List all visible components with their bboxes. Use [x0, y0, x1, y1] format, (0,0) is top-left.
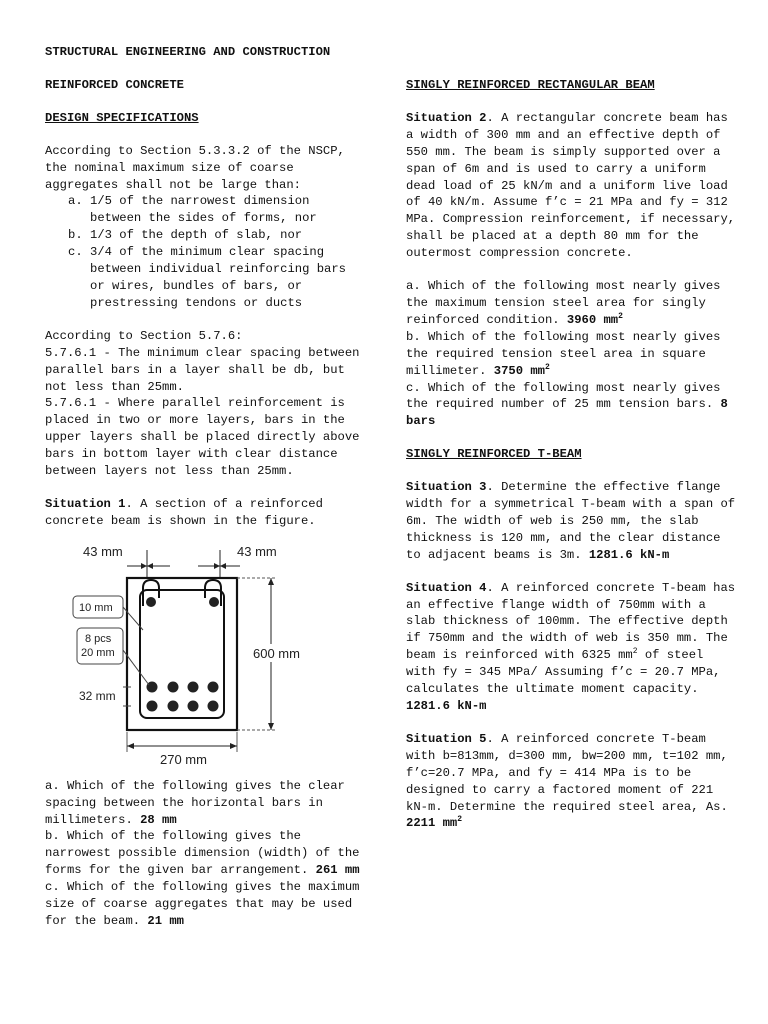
- bottom-bar: [208, 681, 219, 692]
- arrowhead: [147, 563, 153, 569]
- arrowhead: [230, 743, 237, 749]
- arrowhead: [127, 743, 134, 749]
- document-subtitle: REINFORCED CONCRETE: [45, 77, 184, 92]
- beam-section-figure: [65, 540, 315, 772]
- s2-question-b: b. Which of the following most nearly gives the required tension steel area in square millimeter. 3750 $mm^2$: [406, 329, 721, 378]
- callout-stirrup-label: 10 mm: [79, 601, 113, 614]
- situation-3: Situation 3. Determine the effective flange width for a symmetrical T-beam with a span of 6m. The width of web is 250 mm, the slab thickness is 120 mm, and the clear distance to adjacent beams is 3m. 1281.6 kN-m: [406, 480, 736, 562]
- s2-answer-a: 3960 $mm^2$: [566, 311, 623, 327]
- s1-answer-c: 21 mm: [147, 914, 184, 928]
- bottom-bar: [208, 700, 219, 711]
- section-heading-design-specifications: DESIGN SPECIFICATIONS: [45, 110, 199, 125]
- s5-answer: 2211 $mm^2$: [406, 815, 463, 831]
- bottom-bar: [188, 700, 199, 711]
- section-heading-rectangular-beam: SINGLY REINFORCED RECTANGULAR BEAM: [406, 78, 655, 92]
- top-bar: [209, 597, 219, 607]
- bottom-bar: [188, 681, 199, 692]
- bottom-bar: [168, 681, 179, 692]
- s3-answer: 1281.6 kN-m: [588, 547, 670, 562]
- situation-2: Situation 2. A rectangular concrete beam has a width of 300 mm and an effective depth of 550 mm. The beam is simply supported over a span of 6m and is used to carry a uniform dead load of 25 kN/m and a uniform live load of 40 kN/m. Assume f’c = 21 MPa and fy = 312 MPa. Compression reinforcement, if necessary, shall be placed at a depth 80 mm for the outermost compression concrete.: [406, 110, 736, 261]
- dim-label-right: 43 mm: [237, 543, 277, 559]
- arrowhead: [220, 563, 226, 569]
- situation-5: Situation 5. A reinforced concrete T-beam with b=813mm, d=300 mm, bw=200 mm, t=102 mm, f’c=20.7 MPa, and fy = 414 MPa is to be designed to carry a factored moment of 221 kN-m. Determine the required steel area, As. 2211 $mm^2$: [406, 731, 728, 831]
- s2-question-a: a. Which of the following most nearly gives the maximum tension steel area for singly reinforced condition. 3960 $mm^2$: [406, 279, 721, 327]
- s1-answer-b: 261 mm: [315, 863, 360, 878]
- bottom-bar: [147, 700, 158, 711]
- clause-5761-a: 5.7.6.1 - The minimum clear spacing between parallel bars in a layer shall be db, but not less than 25mm.: [45, 345, 360, 394]
- arrowhead: [268, 578, 274, 585]
- s1-question-a: a. Which of the following gives the clear spacing between the horizontal bars in millimeters. 28 mm: [45, 778, 345, 827]
- dim-label-height: 600 mm: [253, 645, 300, 661]
- callout-bars-count: 8 pcs: [85, 632, 112, 645]
- right-column: [406, 77, 736, 832]
- arrowhead: [214, 563, 220, 569]
- arrowhead: [268, 723, 274, 730]
- arrowhead: [141, 563, 147, 569]
- section-heading-t-beam: SINGLY REINFORCED T-BEAM: [406, 447, 582, 462]
- s1-question-c: c. Which of the following gives the maximum size of coarse aggregates that may be used for the beam. 21 mm: [45, 880, 360, 928]
- left-column: [45, 44, 365, 930]
- s2-question-c: c. Which of the following most nearly gives the required number of 25 mm tension bars. 8 bars: [406, 380, 728, 429]
- s2-answer-c: 8 bars: [406, 397, 728, 429]
- dim-label-left: 43 mm: [83, 543, 123, 559]
- section-576-intro: According to Section 5.7.6:: [45, 328, 243, 343]
- spec-item: a. 1/5 of the narrowest dimension between the sides of forms, nor: [68, 194, 317, 226]
- top-bar: [146, 597, 156, 607]
- s1-answer-a: 28 mm: [140, 812, 177, 827]
- callout-bars-size: 20 mm: [81, 646, 115, 659]
- situation-4: Situation 4. A reinforced concrete T-beam has an effective flange width of 750mm with a slab thickness of 100mm. The effective depth if 750mm and the width of web is 350 mm. The beam is reinforced with 6325 $mm^2$ of steel with fy = 345 MPa/ Assuming f’c = 20.7 MPa, calculates the ultimate moment capacity. 1281.6 kN-m: [406, 580, 736, 713]
- situation-1: Situation 1. A section of a reinforced concrete beam is shown in the figure.: [45, 496, 323, 528]
- dim-label-layer: 32 mm: [79, 688, 116, 703]
- clause-5761-b: 5.7.6.1 - Where parallel reinforcement is placed in two or more layers, bars in the upper layers shall be placed directly above bars in bottom layer with clear distance between layers not less than 25mm.: [45, 396, 360, 479]
- spec-intro: According to Section 5.3.3.2 of the NSCP, the nominal maximum size of coarse aggregates shall not be large than:: [45, 143, 345, 192]
- dim-label-width: 270 mm: [160, 751, 207, 767]
- document-title: STRUCTURAL ENGINEERING AND CONSTRUCTION: [45, 45, 331, 59]
- spec-item: c. 3/4 of the minimum clear spacing between individual reinforcing bars or wires, bundles of bars, or prestressing tendons or ducts: [68, 245, 346, 310]
- spec-list: [45, 193, 365, 311]
- spec-item: b. 1/3 of the depth of slab, nor: [68, 228, 303, 243]
- s2-answer-b: 3750 $mm^2$: [493, 362, 550, 378]
- bottom-bar: [168, 700, 179, 711]
- s4-answer: 1281.6 kN-m: [406, 699, 487, 713]
- s1-question-b: b. Which of the following gives the narrowest possible dimension (width) of the forms for the given bar arrangement. 261 mm: [45, 829, 360, 878]
